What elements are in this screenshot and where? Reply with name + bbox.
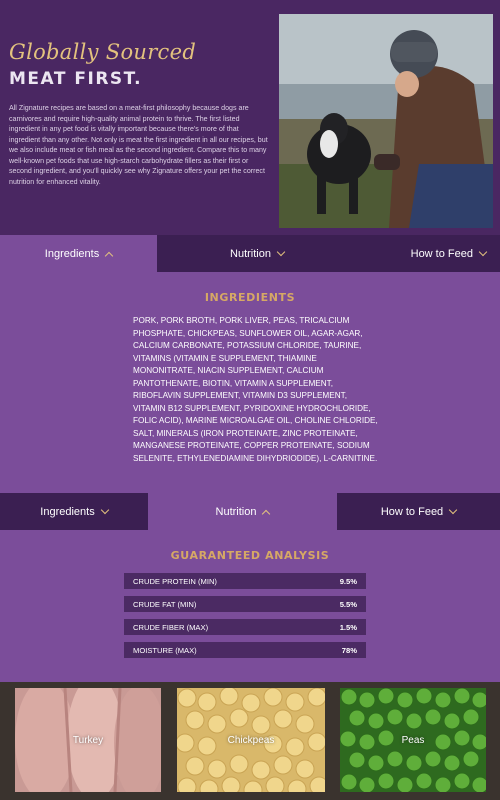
- hero-script-title: Globally Sourced: [9, 40, 197, 64]
- analysis-label: CRUDE FAT (MIN): [133, 599, 197, 609]
- food-label: Peas: [401, 734, 425, 746]
- nutrition-panel: [0, 530, 500, 682]
- hero-body-text: All Zignature recipes are based on a meat-first philosophy because dogs are carnivores and require high-quality animal protein to thrive. The first listed ingredient in any pet food is vitally important because there's more of that ingredient than any other. Not only is meat the first ingredient in all our recipes, but we also include meat or fish meal as the second ingredient. Compare this to many well-known pet foods that use high-starch carbohydrate fillers as their first or second ingredient, and you'll quickly see why Zignature offers your pet the correct nutrition for enhanced vitality.: [9, 104, 268, 186]
- tab-ingredients-label: Ingredients: [44, 248, 100, 260]
- tab-nutrition-label: Nutrition: [215, 506, 257, 518]
- man-with-dog-image: [279, 14, 493, 228]
- analysis-value: 1.5%: [339, 622, 357, 632]
- ingredients-list-text: PORK, PORK BROTH, PORK LIVER, PEAS, TRICALCIUM PHOSPHATE, CHICKPEAS, SUNFLOWER OIL, AGAR-AGAR, CALCIUM CARBONATE, POTASSIUM CHLORIDE, TAURINE, VITAMINS (VITAMIN E SUPPLEMENT, THIAMINE MONONITRATE, NIACIN SUPPLEMENT, CALCIUM PANTOTHENATE, BIOTIN, VITAMIN A SUPPLEMENT, RIBOFLAVIN SUPPLEMENT, VITAMIN D3 SUPPLEMENT, VITAMIN B12 SUPPLEMENT, PYRIDOXINE HYDROCHLORIDE, FOLIC ACID), MARINE MICROALGAE OIL, CHOLINE CHLORIDE, SALT, MINERALS (IRON PROTEINATE, ZINC PROTEINATE, MANGANESE PROTEINATE, COPPER PROTEINATE, SODIUM SELENITE, ETHYLENEDIAMINE DIHYDRIODIDE), L-CARNITINE.: [133, 316, 378, 463]
- food-images-strip: [0, 682, 500, 800]
- chevron-up-icon: [262, 509, 270, 517]
- tab-how-to-feed-label: How to Feed: [410, 248, 473, 260]
- analysis-value: 5.5%: [339, 599, 357, 609]
- tab-how-to-feed[interactable]: [337, 493, 500, 531]
- analysis-row: [124, 619, 366, 635]
- tab-ingredients-label: Ingredients: [40, 506, 95, 518]
- food-label: Chickpeas: [227, 734, 275, 746]
- hero-section: [0, 0, 500, 235]
- analysis-row: [124, 573, 366, 589]
- analysis-label: CRUDE PROTEIN (MIN): [133, 576, 217, 586]
- tabbar-bottom: [0, 493, 500, 531]
- food-label: Turkey: [72, 734, 104, 746]
- tab-how-to-feed-label: How to Feed: [380, 506, 444, 518]
- hero-title: MEAT FIRST.: [9, 69, 143, 89]
- ingredients-heading: INGREDIENTS: [204, 291, 296, 304]
- tab-ingredients[interactable]: [0, 235, 157, 273]
- hero-photo: [279, 14, 493, 228]
- tab-nutrition-label: Nutrition: [230, 248, 271, 260]
- analysis-label: MOISTURE (MAX): [133, 645, 197, 655]
- analysis-value: 78%: [341, 645, 357, 655]
- chevron-down-icon: [277, 248, 285, 256]
- peas-tile: [340, 688, 486, 792]
- analysis-label: CRUDE FIBER (MAX): [133, 622, 209, 632]
- tab-how-to-feed[interactable]: [357, 235, 500, 273]
- tab-ingredients[interactable]: [0, 493, 148, 531]
- analysis-row: [124, 642, 366, 658]
- turkey-tile: [15, 688, 161, 792]
- guaranteed-analysis-heading: GUARANTEED ANALYSIS: [170, 549, 330, 562]
- tab-nutrition[interactable]: [157, 235, 357, 273]
- analysis-value: 9.5%: [339, 576, 357, 586]
- tabbar-top: [0, 235, 500, 273]
- chevron-down-icon: [449, 506, 457, 514]
- chevron-up-icon: [105, 251, 113, 259]
- ingredients-panel: [0, 272, 500, 493]
- analysis-row: [124, 596, 366, 612]
- tab-nutrition[interactable]: [148, 493, 337, 531]
- chickpeas-tile: [177, 688, 325, 792]
- chevron-down-icon: [100, 506, 108, 514]
- chevron-down-icon: [479, 248, 487, 256]
